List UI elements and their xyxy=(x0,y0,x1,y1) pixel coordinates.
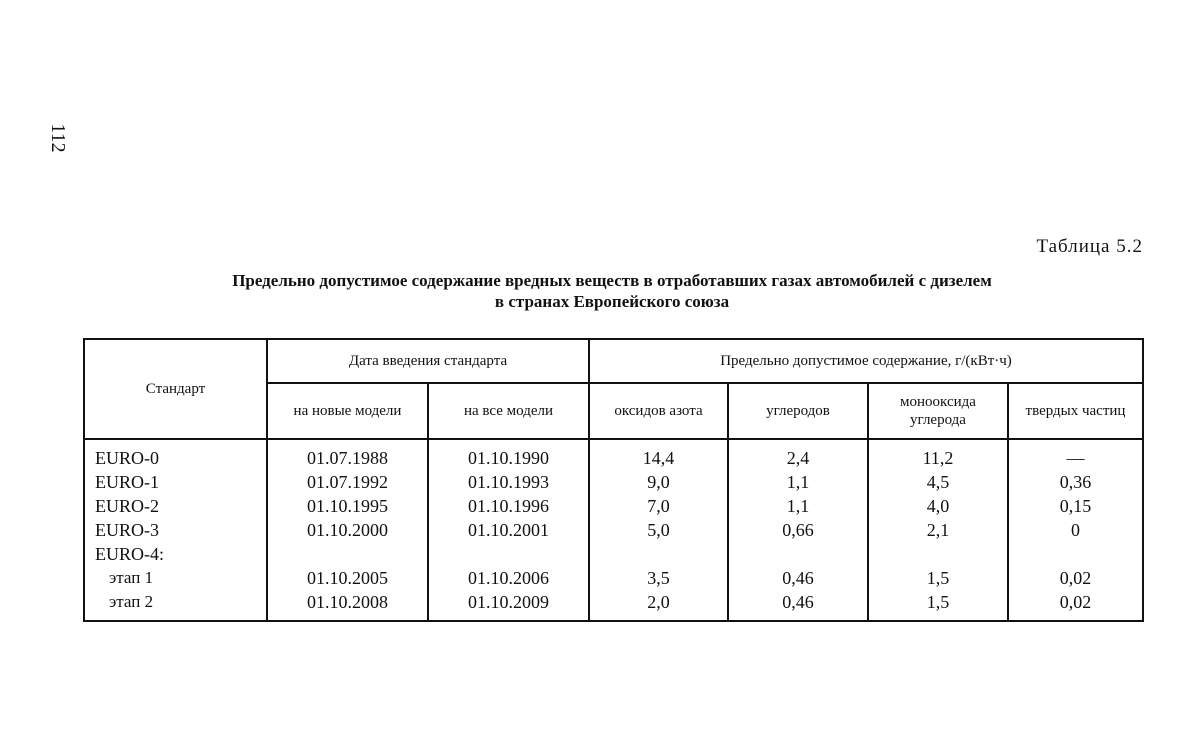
cell-pm: 0,02 xyxy=(1008,566,1143,590)
cell-standard: этап 1 xyxy=(84,566,267,590)
header-hc: углеродов xyxy=(728,383,868,439)
cell-new-models: 01.07.1988 xyxy=(267,439,428,470)
cell-all-models: 01.10.1993 xyxy=(428,470,589,494)
cell-all-models: 01.10.2009 xyxy=(428,590,589,621)
cell-hc: 1,1 xyxy=(728,470,868,494)
cell-new-models: 01.10.2008 xyxy=(267,590,428,621)
cell-co: 4,5 xyxy=(868,470,1008,494)
cell-co: 1,5 xyxy=(868,590,1008,621)
cell-hc: 1,1 xyxy=(728,494,868,518)
cell-all-models: 01.10.1990 xyxy=(428,439,589,470)
cell-pm: 0,15 xyxy=(1008,494,1143,518)
cell-standard: EURO-2 xyxy=(84,494,267,518)
cell-co: 2,1 xyxy=(868,518,1008,542)
table-row xyxy=(84,542,1143,566)
cell-new-models: 01.10.2005 xyxy=(267,566,428,590)
cell-hc: 2,4 xyxy=(728,439,868,470)
cell-co xyxy=(868,542,1008,566)
cell-new-models: 01.10.2000 xyxy=(267,518,428,542)
header-date-group: Дата введения стандарта xyxy=(267,339,589,383)
cell-hc: 0,46 xyxy=(728,566,868,590)
header-all-models: на все модели xyxy=(428,383,589,439)
cell-pm: 0 xyxy=(1008,518,1143,542)
cell-new-models xyxy=(267,542,428,566)
table-title-line-1: Предельно допустимое содержание вредных веществ в отработавших газах автомобилей с дизелем xyxy=(232,271,992,290)
table-row xyxy=(84,518,1143,542)
header-standard: Стандарт xyxy=(84,339,267,439)
cell-nox: 7,0 xyxy=(589,494,728,518)
table-row xyxy=(84,590,1143,621)
emissions-table xyxy=(83,338,1144,622)
header-co: монооксида углерода xyxy=(868,383,1008,439)
cell-all-models: 01.10.2006 xyxy=(428,566,589,590)
header-nox: оксидов азота xyxy=(589,383,728,439)
cell-all-models xyxy=(428,542,589,566)
cell-hc: 0,46 xyxy=(728,590,868,621)
cell-hc xyxy=(728,542,868,566)
cell-new-models: 01.10.1995 xyxy=(267,494,428,518)
cell-all-models: 01.10.1996 xyxy=(428,494,589,518)
cell-standard: EURO-1 xyxy=(84,470,267,494)
cell-co: 11,2 xyxy=(868,439,1008,470)
cell-nox xyxy=(589,542,728,566)
cell-nox: 3,5 xyxy=(589,566,728,590)
cell-hc: 0,66 xyxy=(728,518,868,542)
header-limit-group: Предельно допустимое содержание, г/(кВт·ч) xyxy=(589,339,1143,383)
cell-pm: 0,36 xyxy=(1008,470,1143,494)
page-number: 112 xyxy=(47,123,69,153)
cell-new-models: 01.07.1992 xyxy=(267,470,428,494)
cell-standard: EURO-4: xyxy=(84,542,267,566)
cell-standard: EURO-3 xyxy=(84,518,267,542)
table-row xyxy=(84,494,1143,518)
cell-all-models: 01.10.2001 xyxy=(428,518,589,542)
table-label: Таблица 5.2 xyxy=(1036,236,1143,257)
cell-standard: EURO-0 xyxy=(84,439,267,470)
table-row xyxy=(84,566,1143,590)
table-title-line-2: в странах Европейского союза xyxy=(494,292,730,311)
cell-pm xyxy=(1008,542,1143,566)
cell-nox: 2,0 xyxy=(589,590,728,621)
cell-standard: этап 2 xyxy=(84,590,267,621)
cell-pm: — xyxy=(1008,439,1143,470)
cell-co: 4,0 xyxy=(868,494,1008,518)
cell-nox: 5,0 xyxy=(589,518,728,542)
table-header xyxy=(84,339,1143,439)
table-row xyxy=(84,439,1143,470)
table-body xyxy=(84,439,1143,621)
cell-pm: 0,02 xyxy=(1008,590,1143,621)
cell-nox: 9,0 xyxy=(589,470,728,494)
header-pm: твердых частиц xyxy=(1008,383,1143,439)
table-title xyxy=(83,270,1141,312)
cell-co: 1,5 xyxy=(868,566,1008,590)
cell-nox: 14,4 xyxy=(589,439,728,470)
header-new-models: на новые модели xyxy=(267,383,428,439)
table-row xyxy=(84,470,1143,494)
